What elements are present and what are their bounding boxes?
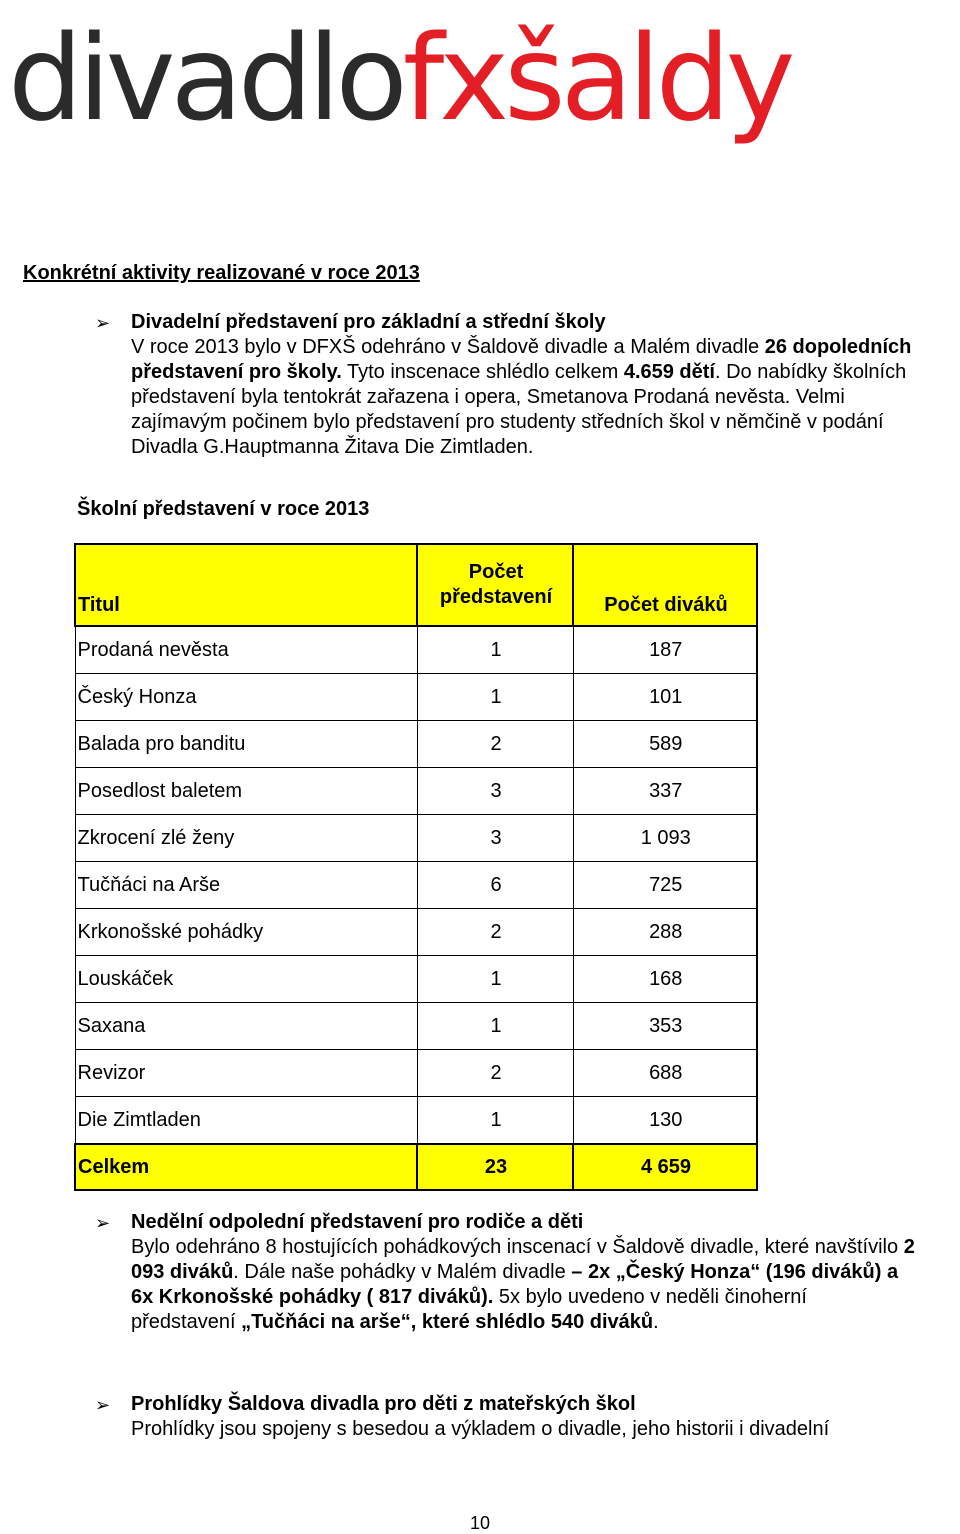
table-row	[75, 956, 757, 1003]
cell-shows: 1	[417, 674, 573, 721]
cell-shows: 1	[417, 956, 573, 1003]
cell-shows: 1	[417, 1003, 573, 1050]
total-shows: 23	[417, 1144, 573, 1190]
text-run-bold: 4.659 dětí	[623, 361, 715, 383]
bullet-heading: Prohlídky Šaldova divadla pro děti z mateřských škol	[131, 1393, 636, 1415]
bullet-paragraph	[131, 335, 915, 460]
cell-shows: 1	[417, 1097, 573, 1145]
cell-shows: 2	[417, 721, 573, 768]
logo-part-divadlo: divadlo	[8, 9, 403, 147]
cell-viewers: 187	[573, 626, 757, 674]
text-run: . Do nabídky školních představení byla tentokrát zařazena i opera, Smetanova Prodaná nevěsta. Velmi zajímavým počinem bylo představení pro studenty středních škol v němčině v podání Divadla G.Hauptmanna Žitava Die Zimtladen.	[131, 361, 907, 458]
table-row	[75, 815, 757, 862]
cell-title: Revizor	[75, 1050, 417, 1097]
table-row	[75, 1003, 757, 1050]
cell-title: Český Honza	[75, 674, 417, 721]
table-row	[75, 1050, 757, 1097]
table-row	[75, 721, 757, 768]
cell-shows: 2	[417, 1050, 573, 1097]
school-performances-table	[74, 543, 758, 1191]
bullet-content	[131, 1392, 915, 1442]
text-run-bold: 2 093 diváků	[131, 1236, 915, 1283]
header-viewers: Počet diváků	[573, 544, 757, 626]
text-run: 5x bylo uvedeno v neděli činoherní představení	[131, 1286, 807, 1333]
cell-viewers: 688	[573, 1050, 757, 1097]
table-row	[75, 674, 757, 721]
cell-shows: 1	[417, 626, 573, 674]
table-row	[75, 862, 757, 909]
total-title: Celkem	[75, 1144, 417, 1190]
cell-viewers: 1 093	[573, 815, 757, 862]
cell-shows: 6	[417, 862, 573, 909]
cell-viewers: 337	[573, 768, 757, 815]
arrow-bullet-icon: ➢	[95, 1395, 111, 1416]
bullet-content	[131, 310, 915, 460]
arrow-bullet-icon: ➢	[95, 1213, 111, 1234]
cell-title: Saxana	[75, 1003, 417, 1050]
bullet-content	[131, 1210, 915, 1335]
logo-part-fxsaldy: fxšaldy	[402, 9, 791, 147]
cell-title: Balada pro banditu	[75, 721, 417, 768]
cell-shows: 3	[417, 768, 573, 815]
table-row	[75, 1097, 757, 1145]
bullet-school-performances	[95, 310, 915, 460]
bullet-theatre-tours	[95, 1392, 915, 1442]
text-run: .	[653, 1311, 659, 1333]
table-row	[75, 909, 757, 956]
bullet-paragraph	[131, 1235, 915, 1335]
cell-viewers: 168	[573, 956, 757, 1003]
total-viewers: 4 659	[573, 1144, 757, 1190]
section-title: Konkrétní aktivity realizované v roce 2013	[23, 262, 420, 284]
arrow-bullet-icon: ➢	[95, 313, 111, 334]
cell-shows: 2	[417, 909, 573, 956]
cell-viewers: 589	[573, 721, 757, 768]
cell-viewers: 288	[573, 909, 757, 956]
table-header-row	[75, 544, 757, 626]
bullet-paragraph: Prohlídky jsou spojeny s besedou a výkladem o divadle, jeho historii i divadelní	[131, 1418, 830, 1440]
cell-viewers: 130	[573, 1097, 757, 1145]
bullet-heading: Divadelní představení pro základní a střední školy	[131, 311, 606, 333]
cell-viewers: 353	[573, 1003, 757, 1050]
cell-title: Prodaná nevěsta	[75, 626, 417, 674]
header-shows: Počet představení	[417, 544, 573, 626]
cell-title: Krkonošské pohádky	[75, 909, 417, 956]
bullet-heading: Nedělní odpolední představení pro rodiče a děti	[131, 1211, 584, 1233]
page-number: 10	[469, 1513, 491, 1533]
cell-title: Tučňáci na Arše	[75, 862, 417, 909]
text-run-bold: „Tučňáci na arše“, které shlédlo 540 diváků	[241, 1311, 654, 1333]
theatre-logo	[8, 8, 952, 148]
table-row	[75, 768, 757, 815]
table-title: Školní představení v roce 2013	[77, 498, 370, 520]
table-row	[75, 626, 757, 674]
cell-viewers: 725	[573, 862, 757, 909]
cell-title: Zkrocení zlé ženy	[75, 815, 417, 862]
text-run-bold: – 2x „Český Honza“ (196 diváků) a 6x Krkonošské pohádky ( 817 diváků).	[131, 1261, 899, 1308]
table-total-row	[75, 1144, 757, 1190]
cell-shows: 3	[417, 815, 573, 862]
text-run: Tyto inscenace shlédlo celkem	[341, 361, 624, 383]
cell-title: Posedlost baletem	[75, 768, 417, 815]
text-run: . Dále naše pohádky v Malém divadle	[233, 1261, 572, 1283]
text-run: V roce 2013 bylo v DFXŠ odehráno v Šaldově divadle a Malém divadle	[131, 336, 765, 358]
text-run: Bylo odehráno 8 hostujících pohádkových inscenací v Šaldově divadle, které navštívilo	[131, 1236, 904, 1258]
cell-viewers: 101	[573, 674, 757, 721]
cell-title: Louskáček	[75, 956, 417, 1003]
header-title: Titul	[75, 544, 417, 626]
cell-title: Die Zimtladen	[75, 1097, 417, 1145]
bullet-sunday-performances	[95, 1210, 915, 1335]
text-run-bold: 26 dopoledních představení pro školy.	[131, 336, 912, 383]
